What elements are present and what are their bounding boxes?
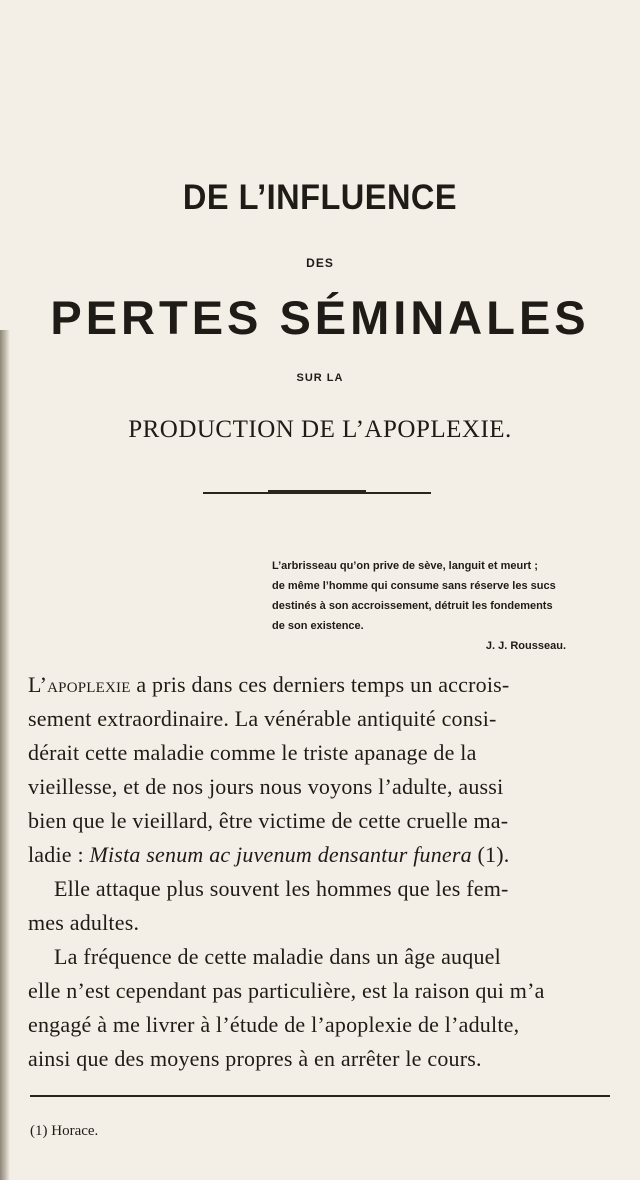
- epigraph: [272, 556, 612, 656]
- body-text: [28, 668, 616, 1076]
- body-line: engagé à me livrer à l’étude de l’apoplexie de l’adulte,: [28, 1012, 520, 1037]
- footnote-ref: (1).: [471, 842, 510, 867]
- title-line-2: DES: [306, 256, 334, 270]
- page-binding-shadow: [0, 330, 10, 1180]
- body-line-text: a pris dans ces derniers temps un accrois-: [130, 672, 510, 697]
- body-line: [28, 838, 616, 872]
- body-line: ainsi que des moyens propres à en arrêter le cours.: [28, 1046, 482, 1071]
- epigraph-line: de son existence.: [272, 620, 364, 632]
- title-rule-thick: [268, 490, 366, 494]
- latin-quote: Mista senum ac juvenum densantur funera: [89, 842, 472, 867]
- body-line: dérait cette maladie comme le triste apanage de la: [28, 740, 477, 765]
- body-line: sement extraordinaire. La vénérable antiquité consi-: [28, 706, 497, 731]
- body-line: Elle attaque plus souvent les hommes que les fem-: [54, 876, 509, 901]
- body-line: mes adultes.: [28, 910, 140, 935]
- epigraph-line: destinés à son accroissement, détruit les fondements: [272, 600, 553, 612]
- epigraph-line: de même l’homme qui consume sans réserve les sucs: [272, 580, 556, 592]
- title-subtitle: PRODUCTION DE L’APOPLEXIE.: [128, 416, 512, 443]
- footnote-rule: [30, 1095, 610, 1097]
- body-line: elle n’est cependant pas particulière, est la raison qui m’a: [28, 978, 545, 1003]
- footnote: (1) Horace.: [30, 1123, 99, 1139]
- epigraph-line: L’arbrisseau qu’on prive de sève, languit et meurt ;: [272, 560, 538, 572]
- epigraph-author: J. J. Rousseau.: [485, 640, 566, 652]
- body-line: [28, 668, 616, 702]
- body-line: vieillesse, et de nos jours nous voyons l’adulte, aussi: [28, 774, 504, 799]
- body-line-text: ladie :: [28, 842, 90, 867]
- title-line-4: SUR LA: [296, 372, 344, 384]
- body-line: bien que le vieillard, être victime de cette cruelle ma-: [28, 808, 509, 833]
- drop-lead-word: L’apoplexie: [28, 672, 131, 697]
- title-line-1: DE L’INFLUENCE: [182, 178, 458, 217]
- body-line: La fréquence de cette maladie dans un âge auquel: [54, 944, 501, 969]
- title-main: PERTES SÉMINALES: [50, 291, 590, 344]
